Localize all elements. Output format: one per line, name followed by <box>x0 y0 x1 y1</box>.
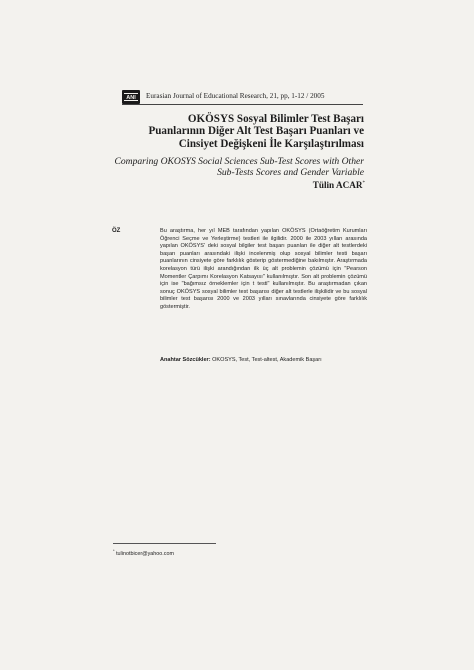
abstract-text: Bu araştırma, her yıl MEB tarafından yapılan OKÖSYS (Ortaöğretim Kurumları Öğrenci Seçme ve Yerleştirme) testleri ile ilgilidir. 2000 ile 2003 yılları arasında yapılan OKÖSYS' deki sosyal bilgiler test başarı puanları ile diğer alt testlerdeki başarı puanları arasındaki ilişki incelenmiş olup sosyal bilimler testi başarı puanlarının cinsiyete göre farklılık gösterip göstermediğine bakılmıştır. Araştırmada korelasyon türü ilişki arandığından ilk üç alt problemin çözümü için "Pearson Momentler Çarpımı Korelasyon Katsayısı" kullanılmıştır. Son alt problemin çözümü için ise "bağımsız örneklemler için t testi" kullanılmıştır. Bu araştırmadan çıkan sonuç OKÖSYS sosyal bilimler test başarısı diğer alt testlerle ilişkilidir ve bu sosyal bilimler test başarısı 2000 ve 2003 yılları sınavlarında cinsiyete göre farklılık göstermiştir. <box>160 228 367 310</box>
journal-citation: Eurasian Journal of Educational Research, 21, pp, 1-12 / 2005 <box>146 92 325 100</box>
abstract-label: ÖZ <box>112 228 121 234</box>
title-english-line: Comparing OKOSYS Social Sciences Sub-Test Scores with Other <box>114 156 364 167</box>
title-english-line: Sub-Tests Scores and Gender Variable <box>217 167 364 179</box>
title-english <box>110 156 364 179</box>
footnote-divider <box>113 543 216 544</box>
keywords-label: Anahtar Sözcükler: <box>160 357 211 363</box>
author-footnote-mark: * <box>362 180 365 186</box>
title-turkish-line: Puanlarının Diğer Alt Test Başarı Puanları ve <box>148 125 364 138</box>
header-divider <box>122 104 363 105</box>
footnote <box>113 548 174 557</box>
footnote-mark: * <box>113 548 115 553</box>
title-turkish-line: Cinsiyet Değişkeni İle Karşılaştırılması <box>178 137 364 150</box>
author-email: tulinotbicer@yahoo.com <box>116 550 174 557</box>
logo-text: ANI <box>126 95 136 101</box>
keywords <box>160 357 367 365</box>
title-turkish <box>110 113 364 150</box>
keywords-text: OKOSYS, Test, Test-altest, Akademik Başarı <box>212 357 322 363</box>
journal-logo-icon <box>122 90 140 104</box>
abstract <box>160 228 367 312</box>
author <box>200 180 365 190</box>
title-turkish-line: OKÖSYS Sosyal Bilimler Test Başarı <box>187 113 364 125</box>
author-name: Tülin ACAR <box>312 180 363 190</box>
